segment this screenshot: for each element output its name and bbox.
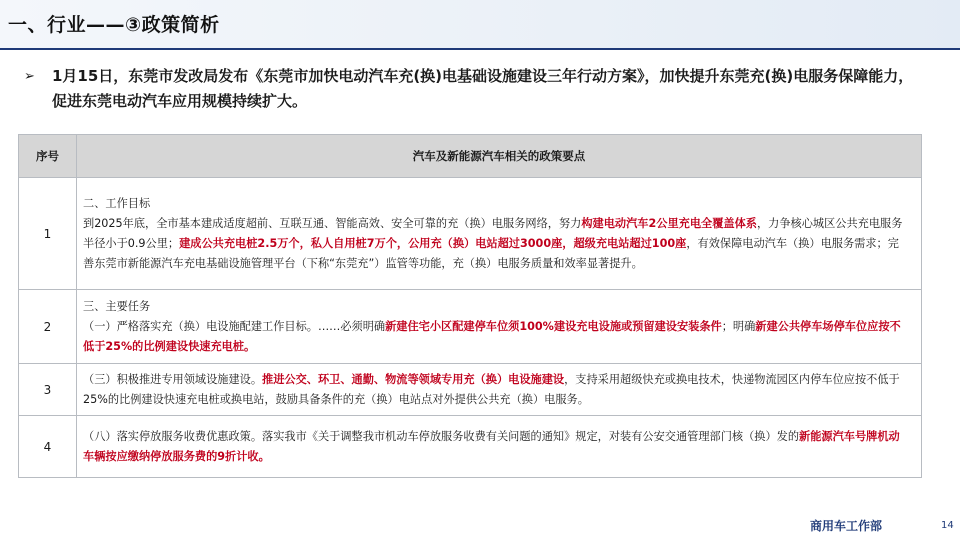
row-text — [83, 370, 907, 410]
row-content — [77, 416, 922, 478]
header-index: 序号 — [19, 135, 77, 178]
bullet-text: 1月15日，东莞市发改局发布《东莞市加快电动汽车充(换)电基础设施建设三年行动方案》，加快提升东莞充(换)电服务保障能力，促进东莞电动汽车应用规模持续扩大。 — [52, 67, 914, 110]
page-title: 一、行业——③政策简析 — [8, 14, 220, 36]
text-segment: ，有效保障电动汽车（换）电服务需求；完善东莞市新能源汽车充电基础设施管理平台（下称“东莞充”）监管等功能，充（换）电服务质量和效率显著提升。 — [83, 236, 899, 270]
highlight-text: 构建电动汽车2公里充电全覆盖体系 — [581, 216, 757, 230]
row-index: 3 — [19, 364, 77, 416]
header-divider — [0, 48, 960, 50]
row-text — [83, 427, 907, 467]
row-index: 2 — [19, 290, 77, 364]
table-row — [19, 364, 922, 416]
row-content — [77, 178, 922, 290]
arrow-bullet-icon: ➢ — [24, 69, 35, 84]
section-heading: 二、工作目标 — [83, 196, 151, 210]
text-segment: ，力争核心城区公共充电服务半径小于0.9公里； — [83, 216, 903, 250]
table-row — [19, 416, 922, 478]
text-segment: ；明确 — [721, 319, 756, 333]
table-header-row — [19, 135, 922, 178]
row-index: 1 — [19, 178, 77, 290]
text-segment: （八）落实停放服务收费优惠政策。落实我市《关于调整我市机动车停放服务收费有关问题的通知》规定，对装有公安交通管理部门核（换）发的 — [83, 429, 800, 443]
text-segment: （一）严格落实充（换）电设施配建工作目标。……必须明确 — [83, 319, 386, 333]
highlight-text: 推进公交、环卫、通勤、物流等领域专用充（换）电设施建设 — [262, 372, 565, 386]
text-segment: （三）积极推进专用领域设施建设。 — [83, 372, 263, 386]
text-segment: ，支持采用超级快充或换电技术，快递物流园区内停车位应按不低于25%的比例建设快速充电桩或换电站，鼓励具备条件的充（换）电站点对外提供公共充（换）电服务。 — [83, 372, 900, 406]
highlight-text: 新建住宅小区配建停车位须100%建设充电设施或预留建设安装条件 — [385, 319, 722, 333]
highlight-text: 建成公共充电桩2.5万个，私人自用桩7万个，公用充（换）电站超过3000座，超级充电站超过100座 — [179, 236, 687, 250]
footer-department: 商用车工作部 — [810, 519, 883, 533]
header-content: 汽车及新能源汽车相关的政策要点 — [77, 135, 922, 178]
policy-table — [18, 134, 922, 478]
row-content — [77, 290, 922, 364]
highlight-text: 新能源汽车号牌机动车辆按应缴纳停放服务费的9折计收。 — [83, 429, 900, 463]
bullet-point — [24, 64, 924, 114]
row-text — [83, 317, 907, 357]
row-content — [77, 364, 922, 416]
table-row — [19, 290, 922, 364]
table-row — [19, 178, 922, 290]
row-index: 4 — [19, 416, 77, 478]
highlight-text: 新建公共停车场停车位应按不低于25%的比例建设快速充电桩。 — [83, 319, 901, 353]
section-heading: 三、主要任务 — [83, 299, 151, 313]
row-text — [83, 214, 907, 274]
page-number: 14 — [941, 520, 954, 531]
text-segment: 到2025年底，全市基本建成适度超前、互联互通、智能高效、安全可靠的充（换）电服务网络，努力 — [83, 216, 582, 230]
